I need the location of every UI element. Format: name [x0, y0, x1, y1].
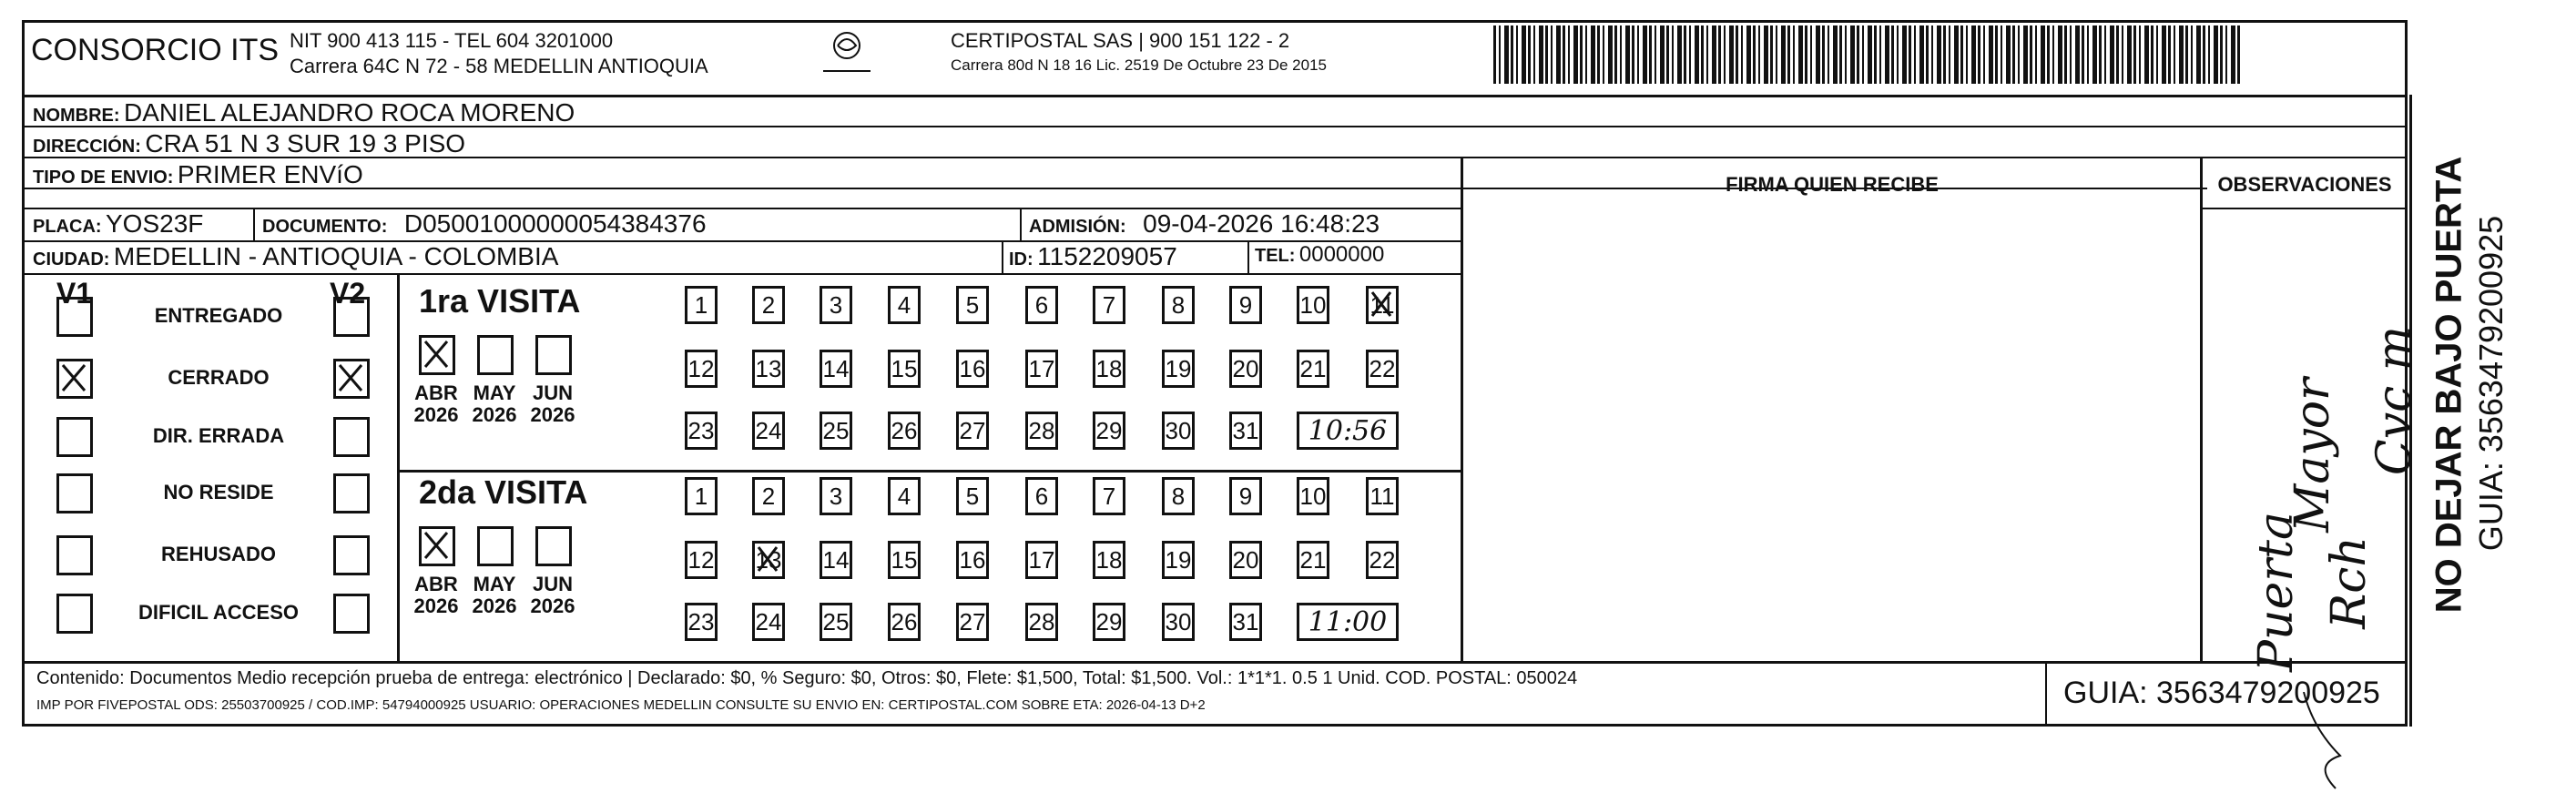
visit2-month-checkbox[interactable]: [535, 526, 572, 566]
visit1-day-box[interactable]: 8: [1162, 286, 1195, 324]
visit1-day-box[interactable]: 11: [1366, 286, 1399, 324]
visit2-month-checkbox[interactable]: [477, 526, 514, 566]
visit2-day-box[interactable]: 25: [820, 603, 852, 641]
visit2-day-box[interactable]: 21: [1297, 541, 1329, 579]
visit1-day-box[interactable]: 17: [1025, 350, 1058, 388]
v2-checkbox[interactable]: [333, 473, 370, 513]
x-check-icon: [1369, 289, 1396, 321]
company-name: CONSORCIO ITS: [31, 33, 280, 67]
visit1-month-checkbox[interactable]: [419, 335, 455, 375]
ciudad-label: CIUDAD:: [33, 249, 110, 269]
v1-checkbox[interactable]: [56, 594, 93, 634]
v1-checkbox[interactable]: [56, 473, 93, 513]
placa-value: YOS23F: [106, 209, 204, 238]
observaciones-handwriting-1: Mayor: [2286, 378, 2340, 533]
visit2-day-box[interactable]: 19: [1162, 541, 1195, 579]
observaciones-handwriting-4: Rch: [2322, 536, 2377, 629]
pen-stroke-mark: [2295, 692, 2349, 792]
visit1-day-box[interactable]: 21: [1297, 350, 1329, 388]
visit2-day-box[interactable]: 7: [1093, 477, 1125, 515]
status-label: DIFICIL ACCESO: [137, 601, 299, 624]
x-check-icon: [755, 544, 782, 576]
tipo-row: [33, 160, 363, 189]
visit2-day-box[interactable]: 27: [956, 603, 989, 641]
tipo-value: PRIMER ENVíO: [177, 160, 363, 188]
nombre-row: [33, 98, 575, 127]
v1-checkbox[interactable]: [56, 359, 93, 399]
visit2-day-box[interactable]: 10: [1297, 477, 1329, 515]
v1-checkbox[interactable]: [56, 297, 93, 337]
v2-checkbox[interactable]: [333, 359, 370, 399]
no-dejar-bajo-puerta: NO DEJAR BAJO PUERTA: [2428, 156, 2469, 614]
guia-vertical: GUIA: 3563479200925: [2472, 215, 2510, 552]
visit1-day-box[interactable]: 6: [1025, 286, 1058, 324]
visit1-month-checkbox[interactable]: [535, 335, 572, 375]
visit1-day-box[interactable]: 27: [956, 412, 989, 450]
footer-imp: IMP POR FIVEPOSTAL ODS: 25503700925 / COD.IMP: 54794000925 USUARIO: OPERACIONES MEDELLIN CONSULTE SU ENVIO EN: CERTIPOSTAL.COM SOBRE ETA: 2026-04-13 D+2: [36, 697, 1206, 713]
visit2-day-box[interactable]: 11: [1366, 477, 1399, 515]
visit1-day-box[interactable]: 9: [1229, 286, 1262, 324]
visit1-time-box[interactable]: 10:56: [1297, 412, 1399, 450]
visit2-day-box[interactable]: 15: [888, 541, 921, 579]
visit1-day-box[interactable]: 18: [1093, 350, 1125, 388]
visit2-day-box[interactable]: 29: [1093, 603, 1125, 641]
v1-checkbox[interactable]: [56, 535, 93, 575]
visit1-month-label: MAY 2026: [472, 381, 517, 426]
placa-label: PLACA:: [33, 217, 102, 237]
visit2-day-box[interactable]: 8: [1162, 477, 1195, 515]
ciudad-cell: [33, 242, 558, 271]
visit1-day-box[interactable]: 4: [888, 286, 921, 324]
x-check-icon: [59, 361, 90, 396]
visit1-day-box[interactable]: 15: [888, 350, 921, 388]
direccion-value: CRA 51 N 3 SUR 19 3 PISO: [145, 129, 466, 158]
nombre-label: NOMBRE:: [33, 106, 120, 126]
observaciones-handwriting-2: Cvc m: [2367, 325, 2422, 476]
company-nit: NIT 900 413 115 - TEL 604 3201000: [290, 29, 614, 52]
x-check-icon: [336, 361, 367, 396]
visit1-day-box[interactable]: 22: [1366, 350, 1399, 388]
visit2-day-box[interactable]: 1: [685, 477, 718, 515]
visit2-day-box[interactable]: 9: [1229, 477, 1262, 515]
observaciones-handwriting-3: Puerta: [2249, 512, 2304, 673]
v1-checkbox[interactable]: [56, 417, 93, 457]
barcode: [1493, 25, 2240, 84]
visit2-day-box[interactable]: 20: [1229, 541, 1262, 579]
x-check-icon: [422, 529, 453, 564]
id-label: ID:: [1009, 249, 1033, 269]
admision-value: 09-04-2026 16:48:23: [1143, 209, 1380, 238]
courier-address: Carrera 80d N 18 16 Lic. 2519 De Octubre 23 De 2015: [951, 56, 1327, 74]
visit2-day-box[interactable]: 5: [956, 477, 989, 515]
visit2-day-box[interactable]: 23: [685, 603, 718, 641]
visit2-month-label: ABR 2026: [413, 573, 459, 617]
visit2-day-box[interactable]: 24: [752, 603, 785, 641]
footer-contenido: Contenido: Documentos Medio recepción prueba de entrega: electrónico | Declarado: $0, % Seguro: $0, Otros: $0, Flete: $1,500, Total: $1,500. Vol.: 1*1*1. 0.5 1 Unid. COD. POSTAL: 050024: [36, 668, 1578, 688]
ciudad-value: MEDELLIN - ANTIOQUIA - COLOMBIA: [113, 242, 559, 270]
visit2-day-box[interactable]: 6: [1025, 477, 1058, 515]
certipostal-logo-icon: [810, 27, 883, 82]
admision-cell: [1029, 209, 1380, 239]
visit2-day-box[interactable]: 2: [752, 477, 785, 515]
visit2-day-box[interactable]: 13: [752, 541, 785, 579]
courier-name: CERTIPOSTAL SAS | 900 151 122 - 2: [951, 29, 1290, 52]
status-label: DIR. ERRADA: [152, 424, 285, 447]
visit2-month-label: MAY 2026: [472, 573, 517, 617]
nombre-value: DANIEL ALEJANDRO ROCA MORENO: [124, 98, 575, 127]
visit2-day-box[interactable]: 3: [820, 477, 852, 515]
v2-checkbox[interactable]: [333, 535, 370, 575]
documento-cell: [262, 209, 707, 239]
documento-value: D05001000000054384376: [403, 209, 707, 238]
visit1-month-label: ABR 2026: [413, 381, 459, 426]
visit2-day-box[interactable]: 31: [1229, 603, 1262, 641]
visit1-day-box[interactable]: 23: [685, 412, 718, 450]
visit1-day-box[interactable]: 13: [752, 350, 785, 388]
visit1-day-box[interactable]: 3: [820, 286, 852, 324]
visit1-day-box[interactable]: 30: [1162, 412, 1195, 450]
visit1-month-label: JUN 2026: [530, 381, 575, 426]
visit2-day-box[interactable]: 14: [820, 541, 852, 579]
placa-cell: [33, 209, 203, 239]
visit2-day-box[interactable]: 28: [1025, 603, 1058, 641]
visit1-day-box[interactable]: 10: [1297, 286, 1329, 324]
company-address: Carrera 64C N 72 - 58 MEDELLIN ANTIOQUIA: [290, 55, 708, 77]
certipostal-logo: [810, 27, 883, 82]
v2-checkbox[interactable]: [333, 594, 370, 634]
visit2-day-box[interactable]: 18: [1093, 541, 1125, 579]
visit1-day-box[interactable]: 19: [1162, 350, 1195, 388]
tel-label: TEL:: [1255, 246, 1296, 266]
status-label: ENTREGADO: [154, 304, 283, 327]
documento-label: DOCUMENTO:: [262, 217, 388, 237]
visit2-day-box[interactable]: 16: [956, 541, 989, 579]
visit2-day-box[interactable]: 17: [1025, 541, 1058, 579]
visit1-day-box[interactable]: 20: [1229, 350, 1262, 388]
visit1-day-box[interactable]: 1: [685, 286, 718, 324]
visit1-day-box[interactable]: 26: [888, 412, 921, 450]
v2-checkbox[interactable]: [333, 417, 370, 457]
visit1-day-box[interactable]: 16: [956, 350, 989, 388]
tipo-label: TIPO DE ENVIO:: [33, 168, 174, 188]
visit2-month-checkbox[interactable]: [419, 526, 455, 566]
visit1-day-box[interactable]: 12: [685, 350, 718, 388]
visit1-day-box[interactable]: 2: [752, 286, 785, 324]
v2-checkbox[interactable]: [333, 297, 370, 337]
admision-label: ADMISIÓN:: [1029, 217, 1126, 237]
visit2-day-box[interactable]: 12: [685, 541, 718, 579]
visit1-title: 1ra VISITA: [419, 282, 581, 320]
visit1-day-box[interactable]: 5: [956, 286, 989, 324]
visit1-month-checkbox[interactable]: [477, 335, 514, 375]
id-cell: [1009, 242, 1177, 271]
visit2-title: 2da VISITA: [419, 473, 588, 511]
v1-label: V1: [56, 277, 93, 310]
visit1-day-box[interactable]: 25: [820, 412, 852, 450]
visit2-month-label: JUN 2026: [530, 573, 575, 617]
visit1-day-box[interactable]: 14: [820, 350, 852, 388]
visit1-day-box[interactable]: 28: [1025, 412, 1058, 450]
tel-value: 0000000: [1298, 242, 1385, 267]
v2-label: V2: [330, 277, 366, 310]
visit2-day-box[interactable]: 26: [888, 603, 921, 641]
footer-guia: GUIA: 3563479200925: [2063, 676, 2380, 710]
visit2-day-box[interactable]: 4: [888, 477, 921, 515]
tel-cell: [1255, 242, 1384, 268]
visit1-day-box[interactable]: 29: [1093, 412, 1125, 450]
direccion-label: DIRECCIÓN:: [33, 137, 141, 157]
status-label: REHUSADO: [161, 543, 276, 565]
visit1-day-box[interactable]: 7: [1093, 286, 1125, 324]
id-value: 1152209057: [1037, 242, 1177, 270]
visit1-day-box[interactable]: 31: [1229, 412, 1262, 450]
visit2-day-box[interactable]: 30: [1162, 603, 1195, 641]
x-check-icon: [422, 338, 453, 372]
status-label: CERRADO: [168, 366, 270, 389]
visit2-day-box[interactable]: 22: [1366, 541, 1399, 579]
visit2-time-box[interactable]: 11:00: [1297, 603, 1399, 641]
direccion-row: [33, 129, 465, 158]
visit1-day-box[interactable]: 24: [752, 412, 785, 450]
status-label: NO RESIDE: [163, 481, 274, 503]
observaciones-header: OBSERVACIONES: [2217, 173, 2392, 196]
firma-header: FIRMA QUIEN RECIBE: [1726, 173, 1939, 196]
